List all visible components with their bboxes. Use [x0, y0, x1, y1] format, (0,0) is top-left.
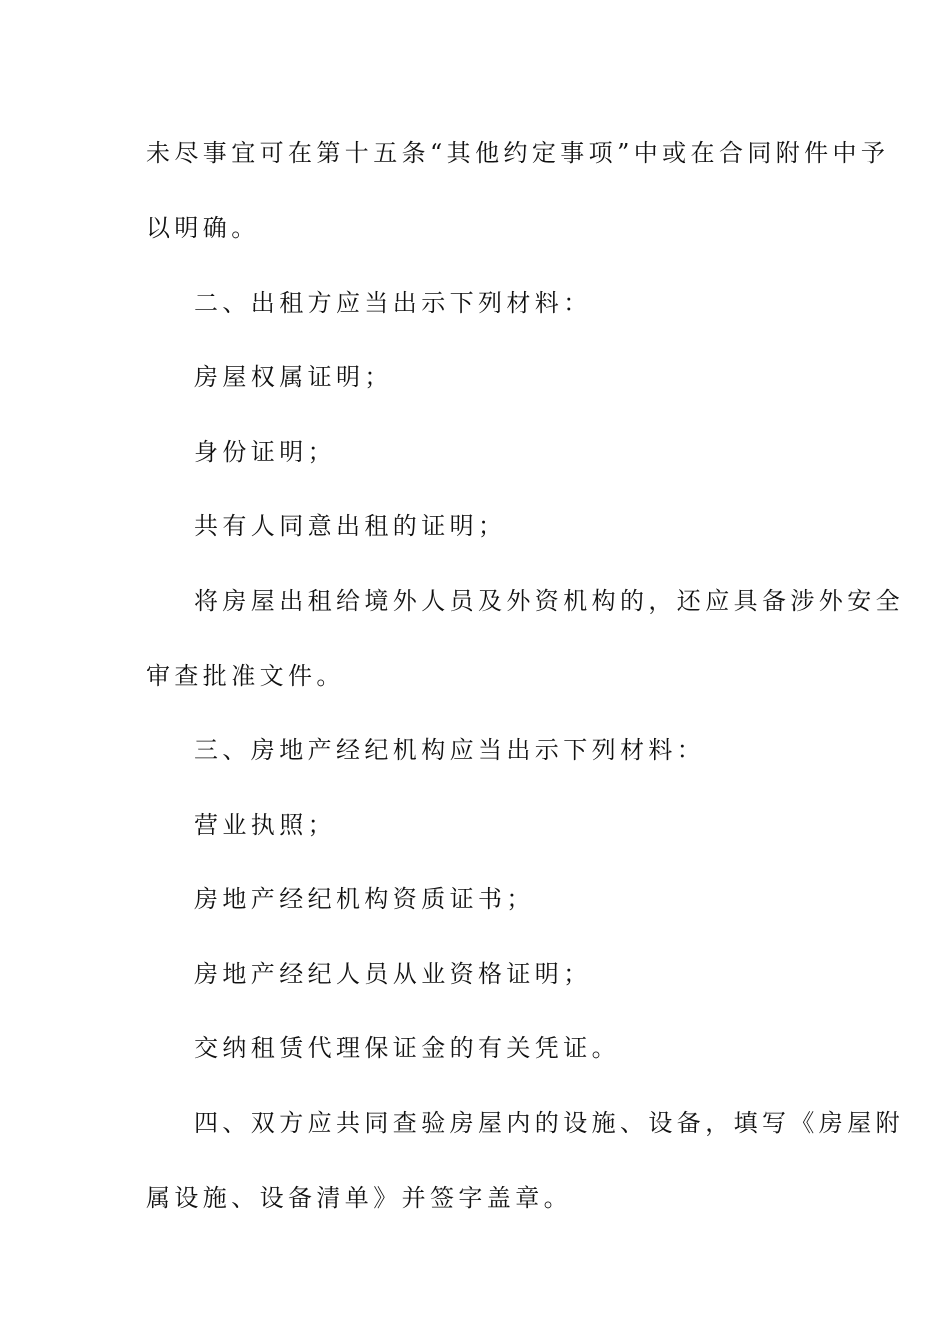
section-heading-three: 三、房地产经纪机构应当出示下列材料：	[194, 736, 706, 764]
paragraph-line: 将房屋出租给境外人员及外资机构的，还应具备涉外安全	[194, 587, 904, 615]
list-item: 营业执照；	[194, 811, 336, 839]
paragraph-line: 审查批准文件。	[146, 662, 345, 690]
paragraph-line: 以明确。	[146, 214, 260, 242]
list-item: 房地产经纪机构资质证书；	[194, 885, 535, 913]
section-heading-two: 二、出租方应当出示下列材料：	[194, 289, 592, 317]
list-item: 房地产经纪人员从业资格证明；	[194, 960, 592, 988]
paragraph-line: 未尽事宜可在第十五条“其他约定事项”中或在合同附件中予	[146, 139, 890, 167]
list-item: 身份证明；	[194, 438, 336, 466]
list-item: 共有人同意出租的证明；	[194, 512, 507, 540]
list-item: 房屋权属证明；	[194, 363, 393, 391]
list-item: 交纳租赁代理保证金的有关凭证。	[194, 1034, 620, 1062]
paragraph-line: 属设施、设备清单》并签字盖章。	[146, 1184, 572, 1212]
section-heading-four: 四、双方应共同查验房屋内的设施、设备，填写《房屋附	[194, 1109, 904, 1137]
